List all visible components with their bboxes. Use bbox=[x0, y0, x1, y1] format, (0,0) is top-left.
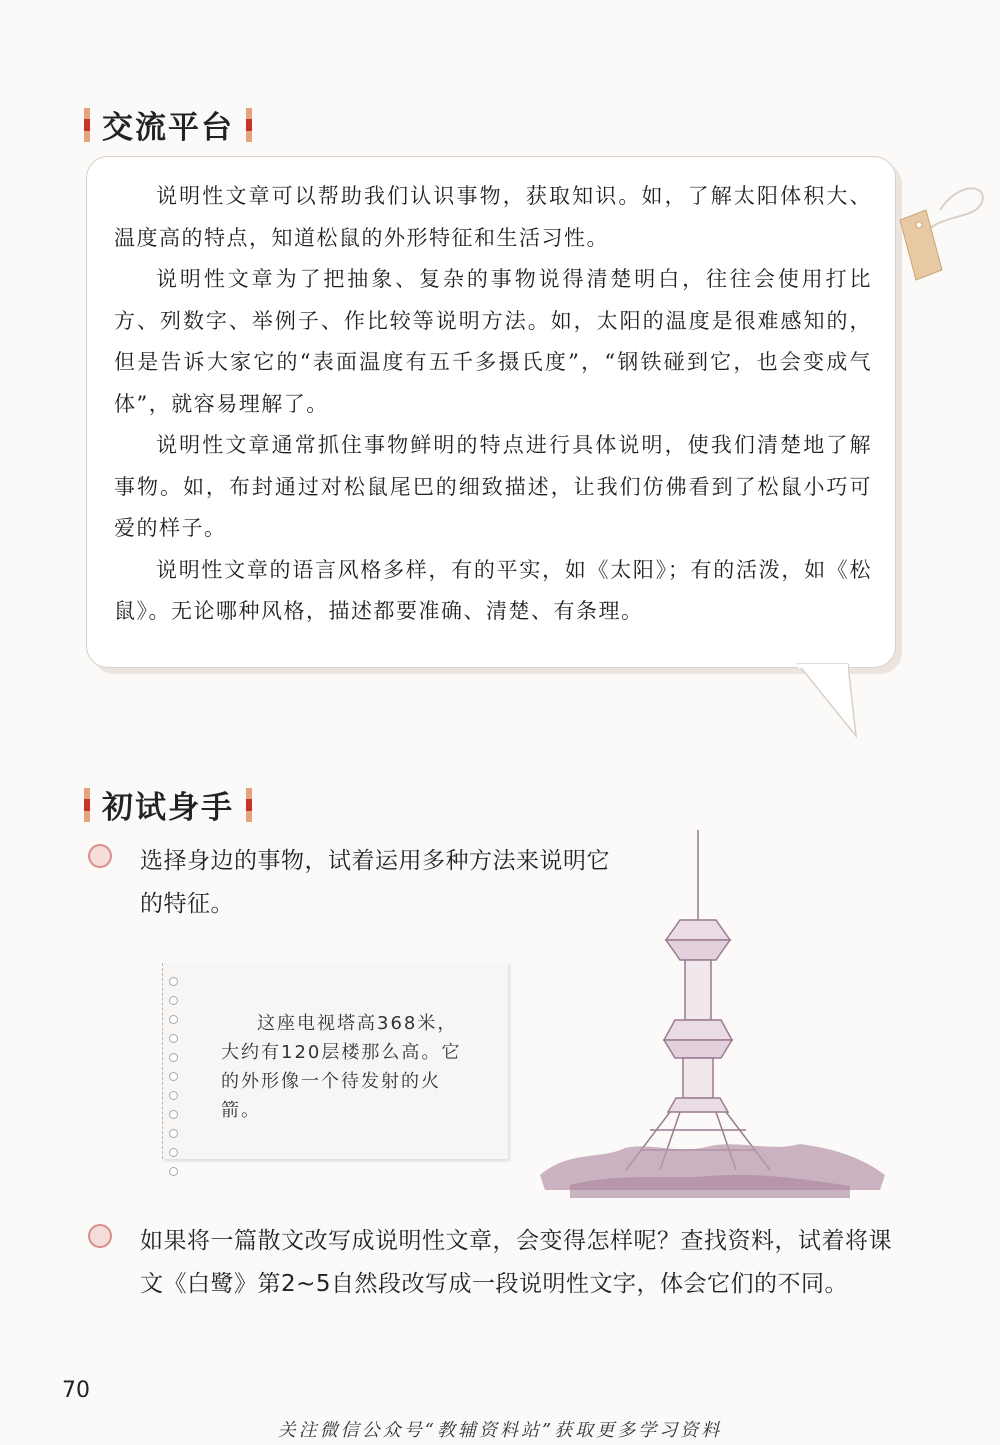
paragraph: 说明性文章通常抓住事物鲜明的特点进行具体说明，使我们清楚地了解事物。如，布封通过对松鼠尾巴的细致描述，让我们仿佛看到了松鼠小巧可爱的样子。 bbox=[114, 433, 872, 540]
exercise-text: 如果将一篇散文改写成说明性文章，会变得怎样呢？查找资料，试着将课文《白鹭》第2~5自然段改写成一段说明性文字，体会它们的不同。 bbox=[140, 1228, 892, 1297]
note-text bbox=[221, 1009, 476, 1125]
exercise-text: 选择身边的事物，试着运用多种方法来说明它的特征。 bbox=[140, 848, 610, 917]
tv-tower-illustration bbox=[530, 830, 890, 1205]
title-bar-right bbox=[246, 788, 252, 822]
speech-bubble-tail bbox=[790, 660, 870, 740]
tag-icon bbox=[890, 180, 990, 300]
paragraph: 说明性文章的语言风格多样，有的平实，如《太阳》；有的活泼，如《松鼠》。无论哪种风格，描述都要准确、清楚、有条理。 bbox=[114, 557, 872, 623]
paragraph: 说明性文章为了把抽象、复杂的事物说得清楚明白，往往会使用打比方、列数字、举例子、作比较等说明方法。如，太阳的温度是很难感知的，但是告诉大家它的“表面温度有五千多摄氏度”，“钢铁碰到它，也会变成气体”，就容易理解了。 bbox=[114, 267, 872, 416]
section-title-label: 初试身手 bbox=[102, 790, 234, 826]
section-title-chushi bbox=[84, 782, 252, 827]
section-title-label: 交流平台 bbox=[102, 110, 234, 146]
section-title-jiaoliu bbox=[84, 102, 252, 147]
title-bar-left bbox=[84, 788, 90, 822]
footer-watermark-text: 关注微信公众号“教辅资料站”获取更多学习资料 bbox=[277, 1420, 723, 1441]
title-bar-right bbox=[246, 108, 252, 142]
note-paragraph: 这座电视塔高368米，大约有120层楼那么高。它的外形像一个待发射的火箭。 bbox=[221, 1013, 462, 1121]
title-bar-left bbox=[84, 108, 90, 142]
exercise-item-2 bbox=[88, 1220, 918, 1306]
page-number: 70 bbox=[62, 1378, 90, 1403]
flower-bullet-icon bbox=[88, 1224, 112, 1248]
bubble-text bbox=[114, 176, 872, 633]
note-holes bbox=[169, 977, 178, 1176]
paragraph: 说明性文章可以帮助我们认识事物，获取知识。如，了解太阳体积大、温度高的特点，知道松鼠的外形特征和生活习性。 bbox=[114, 184, 872, 250]
flower-bullet-icon bbox=[88, 844, 112, 868]
